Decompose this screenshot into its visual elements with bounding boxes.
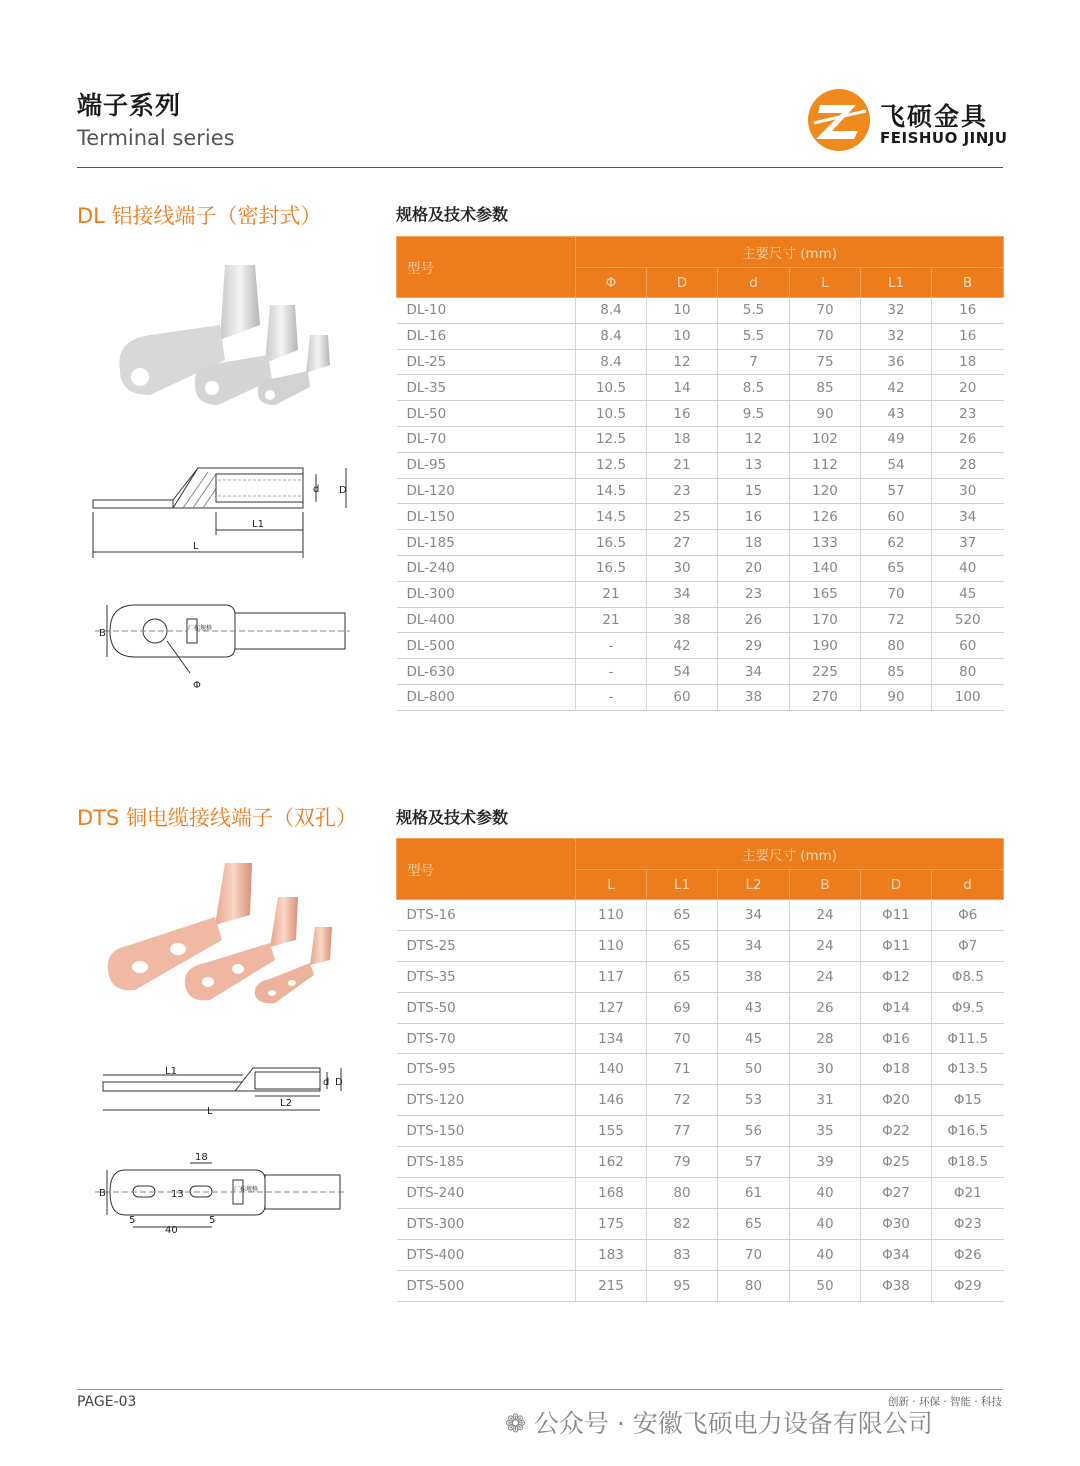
table-row [397, 375, 1004, 401]
value-cell: Φ16.5 [932, 1116, 1004, 1147]
value-cell: 53 [718, 1085, 790, 1116]
value-cell: 31 [790, 1085, 861, 1116]
table-row [397, 1116, 1004, 1147]
model-cell: DTS-25 [397, 930, 576, 961]
value-cell: 127 [576, 992, 647, 1023]
value-cell: 126 [790, 504, 861, 530]
value-cell: 10.5 [576, 375, 647, 401]
value-cell: 16 [932, 298, 1004, 324]
model-cell: DL-150 [397, 504, 576, 530]
table-row [397, 504, 1004, 530]
value-cell: 90 [790, 401, 861, 427]
dim-label-5-right: 5 [209, 1215, 216, 1226]
value-cell: 32 [861, 298, 932, 324]
model-cell: DTS-120 [397, 1085, 576, 1116]
value-cell: 13 [718, 452, 790, 478]
value-cell: 75 [790, 349, 861, 375]
brand-logo [806, 87, 1006, 155]
value-cell: 26 [718, 607, 790, 633]
value-cell: 70 [861, 581, 932, 607]
value-cell: 70 [790, 323, 861, 349]
value-cell: Φ29 [932, 1270, 1004, 1301]
value-cell: 37 [932, 530, 1004, 556]
table-row [397, 1023, 1004, 1054]
value-cell: 9.5 [718, 401, 790, 427]
value-cell: 520 [932, 607, 1004, 633]
value-cell: 28 [932, 452, 1004, 478]
model-cell: DL-400 [397, 607, 576, 633]
value-cell: Φ34 [861, 1239, 932, 1270]
dim-label-5-left: 5 [129, 1215, 136, 1226]
value-cell: 18 [718, 530, 790, 556]
dim-label-13: 13 [171, 1189, 184, 1200]
value-cell: 15 [718, 478, 790, 504]
value-cell: 30 [790, 1054, 861, 1085]
model-cell: DTS-240 [397, 1178, 576, 1209]
value-cell: 42 [647, 633, 718, 659]
dts-section-title: DTS 铜电缆接线端子（双孔） [77, 806, 358, 830]
value-cell: 35 [790, 1116, 861, 1147]
value-cell: 43 [861, 401, 932, 427]
value-cell: 14 [647, 375, 718, 401]
dim-label-L: L [207, 1106, 213, 1117]
table-row [397, 900, 1004, 931]
value-cell: 12 [718, 426, 790, 452]
table-row [397, 1147, 1004, 1178]
value-cell: 24 [790, 961, 861, 992]
table-row [397, 298, 1004, 324]
value-cell: 65 [718, 1208, 790, 1239]
value-cell: 21 [647, 452, 718, 478]
value-cell: 10 [647, 323, 718, 349]
table-row [397, 961, 1004, 992]
value-cell: Φ8.5 [932, 961, 1004, 992]
dl-group-header: 主要尺寸 (mm) [576, 237, 1004, 268]
value-cell: 65 [647, 930, 718, 961]
value-cell: 10.5 [576, 401, 647, 427]
model-cell: DTS-150 [397, 1116, 576, 1147]
dim-label-phi: Φ [193, 680, 201, 691]
dts-spec-table [396, 838, 1004, 1302]
value-cell: 27 [647, 530, 718, 556]
model-cell: DL-95 [397, 452, 576, 478]
value-cell: Φ22 [861, 1116, 932, 1147]
value-cell: 21 [576, 607, 647, 633]
dts-col-header: L2 [718, 870, 790, 900]
value-cell: 43 [718, 992, 790, 1023]
value-cell: 16.5 [576, 530, 647, 556]
value-cell: 85 [861, 659, 932, 685]
value-cell: 5.5 [718, 323, 790, 349]
value-cell: 34 [647, 581, 718, 607]
value-cell: 90 [861, 684, 932, 710]
dim-label-D: D [335, 1077, 343, 1088]
model-cell: DL-16 [397, 323, 576, 349]
value-cell: 170 [790, 607, 861, 633]
value-cell: Φ21 [932, 1178, 1004, 1209]
value-cell: 40 [790, 1239, 861, 1270]
value-cell: 140 [576, 1054, 647, 1085]
dim-label-L2: L2 [280, 1098, 292, 1109]
value-cell: 26 [790, 992, 861, 1023]
value-cell: Φ30 [861, 1208, 932, 1239]
wechat-icon: ❁ [505, 1409, 526, 1438]
value-cell: Φ14 [861, 992, 932, 1023]
table-row [397, 684, 1004, 710]
value-cell: 133 [790, 530, 861, 556]
table-row [397, 1239, 1004, 1270]
model-cell: DL-300 [397, 581, 576, 607]
value-cell: 7 [718, 349, 790, 375]
value-cell: Φ26 [932, 1239, 1004, 1270]
value-cell: 5.5 [718, 298, 790, 324]
value-cell: 71 [647, 1054, 718, 1085]
value-cell: 183 [576, 1239, 647, 1270]
model-cell: DL-800 [397, 684, 576, 710]
value-cell: 45 [932, 581, 1004, 607]
footer-slogan: 创新 · 环保 · 智能 · 科技 [888, 1396, 1003, 1408]
model-cell: DTS-500 [397, 1270, 576, 1301]
model-cell: DL-25 [397, 349, 576, 375]
page-title: 端子系列 [77, 91, 182, 120]
dts-group-header: 主要尺寸 (mm) [576, 839, 1004, 870]
value-cell: 25 [647, 504, 718, 530]
value-cell: 165 [790, 581, 861, 607]
value-cell: 79 [647, 1147, 718, 1178]
dim-label-L: L [193, 541, 199, 552]
value-cell: 134 [576, 1023, 647, 1054]
value-cell: 56 [718, 1116, 790, 1147]
value-cell: 82 [647, 1208, 718, 1239]
value-cell: 110 [576, 930, 647, 961]
value-cell: 8.5 [718, 375, 790, 401]
value-cell: 16.5 [576, 555, 647, 581]
value-cell: 50 [790, 1270, 861, 1301]
dl-section-title: DL 铝接线端子（密封式） [77, 204, 322, 228]
dim-label-L1: L1 [165, 1066, 177, 1077]
value-cell: Φ11 [861, 900, 932, 931]
value-cell: 34 [718, 930, 790, 961]
value-cell: 49 [861, 426, 932, 452]
value-cell: 34 [718, 900, 790, 931]
watermark-text: 公众号 · 安徽飞硕电力设备有限公司 [533, 1409, 933, 1438]
table-row [397, 633, 1004, 659]
dl-table-body [397, 298, 1004, 711]
dl-spec-table [396, 236, 1004, 711]
value-cell: 60 [647, 684, 718, 710]
value-cell: 38 [718, 961, 790, 992]
wechat-watermark [505, 1404, 933, 1440]
value-cell: - [576, 684, 647, 710]
dim-label-d: d [323, 1077, 330, 1088]
model-cell: DTS-95 [397, 1054, 576, 1085]
table-row [397, 530, 1004, 556]
value-cell: 30 [932, 478, 1004, 504]
value-cell: 70 [647, 1023, 718, 1054]
dim-label-D: D [339, 485, 347, 496]
dim-label-B: B [99, 1188, 106, 1199]
value-cell: Φ15 [932, 1085, 1004, 1116]
value-cell: 20 [932, 375, 1004, 401]
value-cell: 65 [647, 961, 718, 992]
value-cell: 85 [790, 375, 861, 401]
value-cell: 168 [576, 1178, 647, 1209]
dl-side-view-diagram [88, 460, 363, 565]
value-cell: 155 [576, 1116, 647, 1147]
table-row [397, 323, 1004, 349]
value-cell: 10 [647, 298, 718, 324]
dl-col-header: Φ [576, 268, 647, 298]
value-cell: 26 [932, 426, 1004, 452]
table-row [397, 555, 1004, 581]
value-cell: Φ11.5 [932, 1023, 1004, 1054]
table-row [397, 1085, 1004, 1116]
dts-col-header: B [790, 870, 861, 900]
dl-col-header: d [718, 268, 790, 298]
value-cell: 120 [790, 478, 861, 504]
value-cell: 16 [718, 504, 790, 530]
value-cell: 215 [576, 1270, 647, 1301]
value-cell: 54 [647, 659, 718, 685]
value-cell: 80 [718, 1270, 790, 1301]
dl-spec-title: 规格及技术参数 [396, 205, 509, 224]
value-cell: 162 [576, 1147, 647, 1178]
value-cell: 146 [576, 1085, 647, 1116]
stamp-label: 厂标规格 [234, 1186, 259, 1193]
value-cell: 23 [932, 401, 1004, 427]
model-cell: DL-35 [397, 375, 576, 401]
value-cell: 61 [718, 1178, 790, 1209]
dim-label-B: B [99, 628, 106, 639]
value-cell: 112 [790, 452, 861, 478]
value-cell: 77 [647, 1116, 718, 1147]
dl-col-header: B [932, 268, 1004, 298]
value-cell: 175 [576, 1208, 647, 1239]
value-cell: 38 [647, 607, 718, 633]
value-cell: 80 [932, 659, 1004, 685]
page-subtitle: Terminal series [77, 126, 235, 150]
dl-top-view-diagram [95, 595, 355, 695]
value-cell: Φ13.5 [932, 1054, 1004, 1085]
table-row [397, 607, 1004, 633]
model-cell: DTS-70 [397, 1023, 576, 1054]
value-cell: 65 [861, 555, 932, 581]
value-cell: 72 [647, 1085, 718, 1116]
value-cell: 60 [932, 633, 1004, 659]
model-cell: DL-240 [397, 555, 576, 581]
table-row [397, 1178, 1004, 1209]
dts-side-view-diagram [95, 1060, 360, 1120]
model-cell: DL-70 [397, 426, 576, 452]
model-cell: DTS-35 [397, 961, 576, 992]
dim-label-d: d [313, 484, 320, 495]
table-row [397, 452, 1004, 478]
value-cell: Φ38 [861, 1270, 932, 1301]
value-cell: 40 [790, 1208, 861, 1239]
value-cell: Φ18 [861, 1054, 932, 1085]
value-cell: 34 [932, 504, 1004, 530]
model-cell: DTS-185 [397, 1147, 576, 1178]
value-cell: 40 [790, 1178, 861, 1209]
value-cell: - [576, 633, 647, 659]
table-row [397, 1208, 1004, 1239]
value-cell: 70 [790, 298, 861, 324]
page-number: PAGE-03 [77, 1394, 137, 1410]
z-logo-icon [806, 87, 872, 153]
table-row [397, 581, 1004, 607]
value-cell: 20 [718, 555, 790, 581]
value-cell: Φ23 [932, 1208, 1004, 1239]
value-cell: 12.5 [576, 426, 647, 452]
header-divider [77, 167, 1003, 168]
dim-label-18: 18 [195, 1152, 208, 1163]
value-cell: Φ25 [861, 1147, 932, 1178]
dl-product-photo [90, 245, 350, 415]
value-cell: 14.5 [576, 504, 647, 530]
value-cell: 69 [647, 992, 718, 1023]
value-cell: 225 [790, 659, 861, 685]
model-cell: DL-120 [397, 478, 576, 504]
value-cell: Φ12 [861, 961, 932, 992]
dl-col-header: D [647, 268, 718, 298]
table-row [397, 992, 1004, 1023]
model-cell: DTS-300 [397, 1208, 576, 1239]
table-row [397, 401, 1004, 427]
value-cell: Φ9.5 [932, 992, 1004, 1023]
value-cell: 50 [718, 1054, 790, 1085]
stamp-label: 厂标规格 [188, 625, 213, 632]
value-cell: 8.4 [576, 298, 647, 324]
value-cell: 18 [647, 426, 718, 452]
value-cell: 24 [790, 900, 861, 931]
value-cell: 28 [790, 1023, 861, 1054]
dts-col-header: d [932, 870, 1004, 900]
value-cell: 45 [718, 1023, 790, 1054]
value-cell: 30 [647, 555, 718, 581]
value-cell: 32 [861, 323, 932, 349]
table-row [397, 426, 1004, 452]
dts-top-view-diagram [95, 1145, 355, 1240]
value-cell: 100 [932, 684, 1004, 710]
value-cell: Φ16 [861, 1023, 932, 1054]
value-cell: 8.4 [576, 323, 647, 349]
table-row [397, 930, 1004, 961]
dts-model-header: 型号 [397, 839, 576, 900]
value-cell: 23 [718, 581, 790, 607]
model-cell: DL-10 [397, 298, 576, 324]
value-cell: 16 [932, 323, 1004, 349]
value-cell: Φ20 [861, 1085, 932, 1116]
value-cell: 12 [647, 349, 718, 375]
value-cell: 40 [932, 555, 1004, 581]
value-cell: 190 [790, 633, 861, 659]
dts-table-body [397, 900, 1004, 1302]
value-cell: 72 [861, 607, 932, 633]
dl-col-header: L1 [861, 268, 932, 298]
table-row [397, 349, 1004, 375]
value-cell: 38 [718, 684, 790, 710]
value-cell: 80 [861, 633, 932, 659]
value-cell: 24 [790, 930, 861, 961]
table-row [397, 478, 1004, 504]
value-cell: 117 [576, 961, 647, 992]
table-row [397, 1054, 1004, 1085]
model-cell: DL-185 [397, 530, 576, 556]
value-cell: 65 [647, 900, 718, 931]
dim-label-40: 40 [165, 1225, 178, 1236]
model-cell: DTS-400 [397, 1239, 576, 1270]
value-cell: 21 [576, 581, 647, 607]
logo-text-cn: 飞硕金具 [880, 102, 989, 131]
model-cell: DTS-50 [397, 992, 576, 1023]
model-cell: DL-630 [397, 659, 576, 685]
value-cell: 16 [647, 401, 718, 427]
value-cell: 8.4 [576, 349, 647, 375]
value-cell: 29 [718, 633, 790, 659]
dl-model-header: 型号 [397, 237, 576, 298]
value-cell: 42 [861, 375, 932, 401]
value-cell: 140 [790, 555, 861, 581]
value-cell: 36 [861, 349, 932, 375]
dts-col-header: L [576, 870, 647, 900]
value-cell: - [576, 659, 647, 685]
value-cell: Φ11 [861, 930, 932, 961]
table-row [397, 1270, 1004, 1301]
value-cell: Φ27 [861, 1178, 932, 1209]
value-cell: 39 [790, 1147, 861, 1178]
dl-col-header: L [790, 268, 861, 298]
value-cell: 60 [861, 504, 932, 530]
dts-spec-title: 规格及技术参数 [396, 808, 509, 827]
value-cell: 110 [576, 900, 647, 931]
model-cell: DTS-16 [397, 900, 576, 931]
dim-label-L1: L1 [252, 519, 264, 530]
value-cell: 95 [647, 1270, 718, 1301]
value-cell: 12.5 [576, 452, 647, 478]
value-cell: Φ18.5 [932, 1147, 1004, 1178]
table-row [397, 659, 1004, 685]
value-cell: Φ6 [932, 900, 1004, 931]
value-cell: 57 [718, 1147, 790, 1178]
value-cell: 270 [790, 684, 861, 710]
dts-product-photo [100, 855, 350, 1010]
model-cell: DL-50 [397, 401, 576, 427]
value-cell: 57 [861, 478, 932, 504]
value-cell: 62 [861, 530, 932, 556]
dts-col-header: D [861, 870, 932, 900]
footer-divider [77, 1389, 1003, 1390]
dts-col-header: L1 [647, 870, 718, 900]
value-cell: 14.5 [576, 478, 647, 504]
value-cell: 23 [647, 478, 718, 504]
value-cell: 34 [718, 659, 790, 685]
value-cell: 70 [718, 1239, 790, 1270]
value-cell: 54 [861, 452, 932, 478]
value-cell: Φ7 [932, 930, 1004, 961]
value-cell: 102 [790, 426, 861, 452]
model-cell: DL-500 [397, 633, 576, 659]
value-cell: 83 [647, 1239, 718, 1270]
value-cell: 18 [932, 349, 1004, 375]
value-cell: 80 [647, 1178, 718, 1209]
logo-text-en: FEISHUO JINJU [880, 129, 1008, 147]
